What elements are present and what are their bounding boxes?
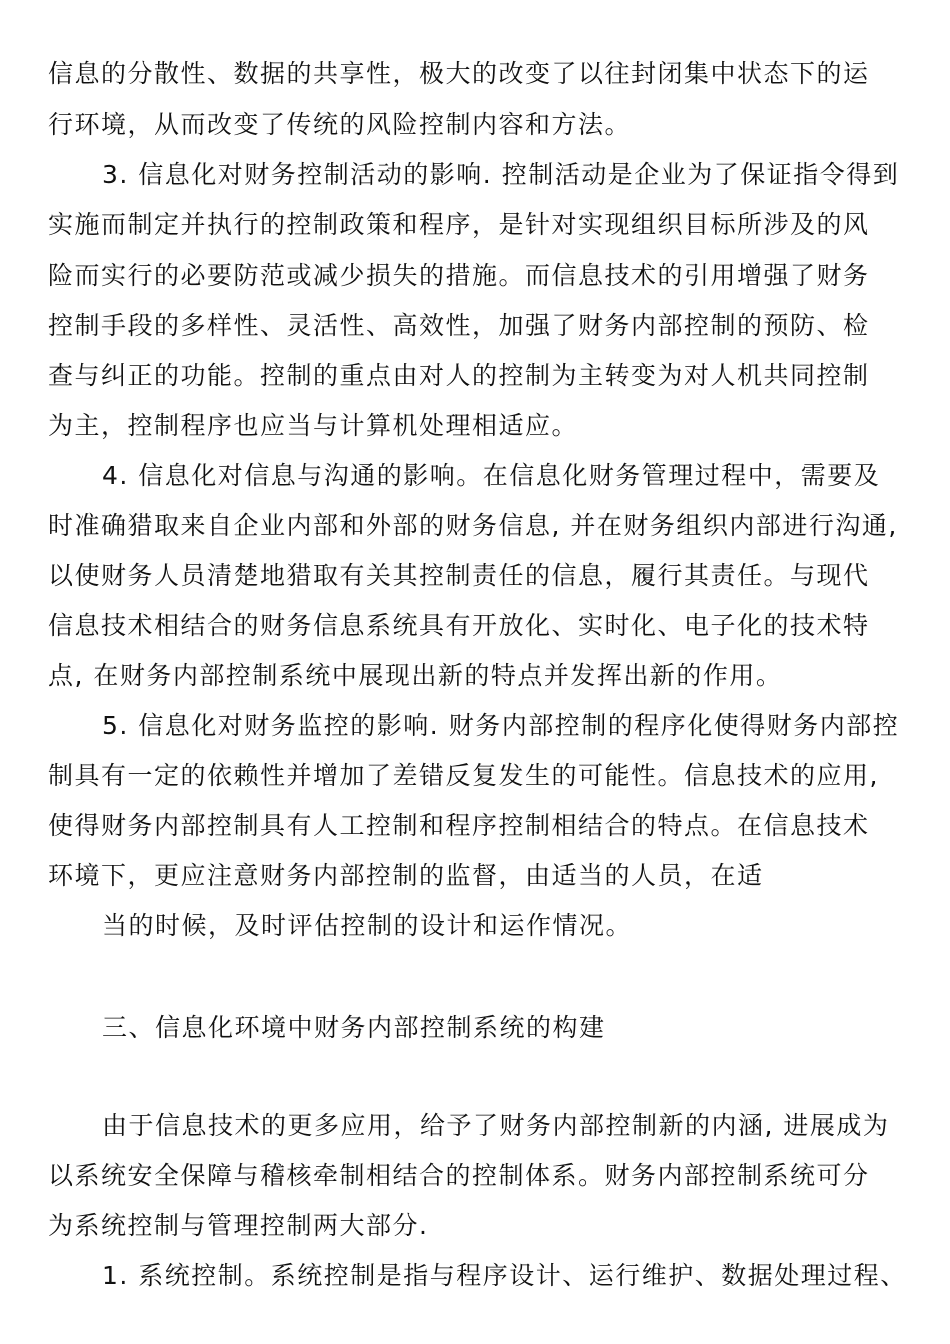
text-line: 当的时候，及时评估控制的设计和运作情况。 [102,911,633,940]
text-line: 环境下，更应注意财务内部控制的监督，由适当的人员，在适 [48,861,764,890]
text-line: 以使财务人员清楚地猎取有关其控制责任的信息，履行其责任。与现代 [48,561,870,590]
text-line: 以系统安全保障与稽核牵制相结合的控制体系。财务内部控制系统可分 [48,1161,870,1190]
text-line: 实施而制定并执行的控制政策和程序，是针对实现组织目标所涉及的风 [48,210,870,239]
text-line: 点, 在财务内部控制系统中展现出新的特点并发挥出新的作用。 [48,661,783,690]
section-heading: 三、信息化环境中财务内部控制系统的构建 [102,1013,606,1042]
text-line: 为系统控制与管理控制两大部分. [48,1211,429,1240]
text-line: 为主，控制程序也应当与计算机处理相适应。 [48,411,579,440]
text-line: 险而实行的必要防范或减少损失的措施。而信息技术的引用增强了财务 [48,261,870,290]
text-line: 使得财务内部控制具有人工控制和程序控制相结合的特点。在信息技术 [48,811,870,840]
paragraph-heading-3: 3. 信息化对财务控制活动的影响. 控制活动是企业为了保证指令得到 [102,160,900,189]
paragraph-heading-5: 5. 信息化对财务监控的影响. 财务内部控制的程序化使得财务内部控 [102,711,900,740]
text-line: 查与纠正的功能。控制的重点由对人的控制为主转变为对人机共同控制 [48,361,870,390]
text-line: 控制手段的多样性、灵活性、高效性，加强了财务内部控制的预防、检 [48,311,870,340]
paragraph-heading-1: 1. 系统控制。系统控制是指与程序设计、运行维护、数据处理过程、 [102,1261,907,1290]
paragraph-heading-4: 4. 信息化对信息与沟通的影响。在信息化财务管理过程中，需要及 [102,461,881,490]
text-line: 时准确猎取来自企业内部和外部的财务信息, 并在财务组织内部进行沟通, [48,511,898,540]
text-line: 制具有一定的依赖性并增加了差错反复发生的可能性。信息技术的应用, [48,761,879,790]
text-line: 信息技术相结合的财务信息系统具有开放化、实时化、电子化的技术特 [48,611,870,640]
text-line: 信息的分散性、数据的共享性，极大的改变了以往封闭集中状态下的运 [48,59,870,88]
paragraph-start: 由于信息技术的更多应用，给予了财务内部控制新的内涵, 进展成为 [102,1111,890,1140]
text-line: 行环境，从而改变了传统的风险控制内容和方法。 [48,110,632,139]
